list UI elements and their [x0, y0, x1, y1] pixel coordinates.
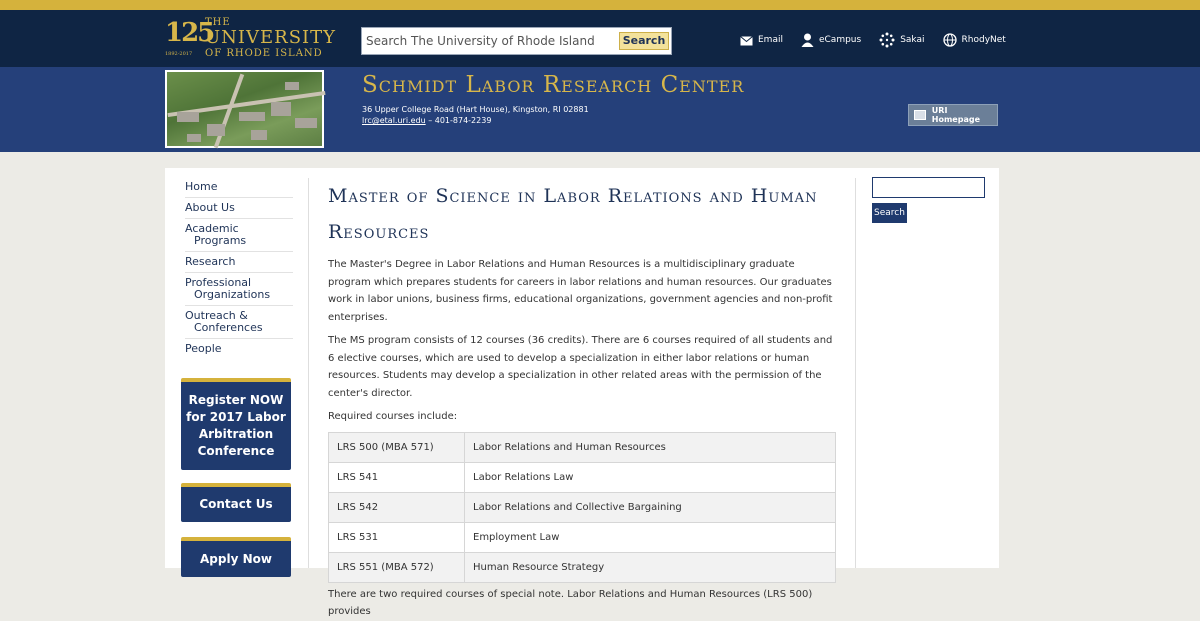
register-conference-button[interactable]: Register NOW for 2017 Labor Arbitration Conference: [181, 378, 291, 470]
sidebar-item-label: Research: [185, 255, 236, 268]
quick-link-ecampus[interactable]: [801, 33, 861, 47]
course-code: LRS 500 (MBA 571): [329, 432, 465, 462]
sidebar-search-button[interactable]: Search: [872, 203, 907, 223]
course-name: Labor Relations and Human Resources: [465, 432, 836, 462]
logo-university: UNIVERSITY: [205, 27, 337, 48]
page-title: Master of Science in Labor Relations and Human Resources: [328, 185, 818, 243]
sidebar-item-people[interactable]: [185, 339, 293, 359]
program-paragraph: The MS program consists of 12 courses (36 credits). There are 6 courses required of all students and 6 elective courses, which are used to develop a specialization in either labor relations or human resources. Students may develop a specialization in other related areas with the permission of the center's director.: [328, 335, 833, 399]
table-row: [329, 462, 836, 492]
sidebar-item-about-us[interactable]: [185, 198, 293, 219]
sidebar-item-label: Professional: [185, 276, 252, 289]
sidebar-item-label-line2: Organizations: [194, 288, 271, 301]
course-name: Labor Relations Law: [465, 462, 836, 492]
required-courses-intro: Required courses include:: [328, 411, 458, 422]
required-courses-table: [328, 432, 836, 583]
table-row: [329, 492, 836, 522]
logo-of-rhode-island: OF RHODE ISLAND: [205, 48, 323, 59]
sidebar-item-outreach-conferences[interactable]: [185, 306, 293, 339]
contact-us-button[interactable]: Contact Us: [181, 483, 291, 522]
center-contact: [362, 116, 491, 125]
sidebar-item-research[interactable]: [185, 252, 293, 273]
campus-aerial-photo: [165, 70, 324, 148]
divider: [308, 178, 309, 568]
center-email-link[interactable]: lrc@etal.uri.edu: [362, 116, 426, 125]
sidebar-nav: [185, 177, 293, 359]
sidebar-item-label: Academic: [185, 222, 239, 235]
person-icon: [801, 33, 814, 47]
quick-link-rhodynet[interactable]: [943, 33, 1006, 47]
quick-link-email[interactable]: [740, 35, 783, 46]
table-row: [329, 522, 836, 552]
sidebar-item-professional-organizations[interactable]: [185, 273, 293, 306]
top-gold-strip: [0, 0, 1200, 10]
sidebar-item-home[interactable]: [185, 177, 293, 198]
site-search-button[interactable]: Search: [619, 32, 669, 50]
sidebar-item-label: People: [185, 342, 222, 355]
sidebar-item-label-line2: Programs: [194, 234, 247, 247]
seal-years: 1892-2017: [165, 51, 193, 57]
logo-wordmark: [205, 18, 336, 59]
home-icon: [914, 110, 926, 120]
quick-link-label: eCampus: [818, 35, 862, 45]
sidebar-search-input[interactable]: [872, 177, 985, 198]
sidebar-item-label-line2: Conferences: [194, 321, 263, 334]
divider: [855, 178, 856, 568]
course-name: Human Resource Strategy: [465, 552, 836, 582]
anniversary-seal: [165, 18, 214, 62]
uri-homepage-label: URI Homepage: [931, 106, 981, 124]
sidebar-item-academic-programs[interactable]: [185, 219, 293, 252]
course-name: Employment Law: [465, 522, 836, 552]
quick-links: [740, 32, 1006, 48]
course-code: LRS 551 (MBA 572): [329, 552, 465, 582]
center-phone: – 401-874-2239: [425, 116, 492, 125]
apply-now-button[interactable]: Apply Now: [181, 537, 291, 577]
table-row: [329, 552, 836, 582]
center-address: 36 Upper College Road (Hart House), Kingston, RI 02881: [362, 105, 589, 114]
quick-link-label: Email: [758, 35, 783, 45]
course-code: LRS 541: [329, 462, 465, 492]
special-note-paragraph: There are two required courses of special note. Labor Relations and Human Resources (LRS 500) provides: [328, 588, 813, 617]
intro-paragraph: The Master's Degree in Labor Relations and Human Resources is a multidisciplinary graduate program which prepares students for careers in labor relations and human resources. Our graduates work in labor unions, business firms, educational organizations, government agencies and non-profit enterprises.: [328, 259, 833, 323]
site-search: [361, 27, 672, 55]
sidebar-item-label: About Us: [185, 201, 235, 214]
dots-icon: [879, 32, 895, 48]
quick-link-label: Sakai: [900, 35, 925, 45]
uri-homepage-button[interactable]: [908, 104, 998, 126]
table-row: [329, 432, 836, 462]
sidebar-item-label: Outreach &: [185, 309, 248, 322]
course-name: Labor Relations and Collective Bargaining: [465, 492, 836, 522]
course-code: LRS 531: [329, 522, 465, 552]
center-title: Schmidt Labor Research Center: [362, 72, 745, 98]
uri-logo[interactable]: [165, 17, 337, 62]
site-search-input[interactable]: [366, 31, 614, 51]
main-content: [328, 178, 838, 621]
sidebar-item-label: Home: [185, 180, 218, 193]
course-code: LRS 542: [329, 492, 465, 522]
logo-the: THE: [205, 17, 231, 28]
quick-link-sakai[interactable]: [879, 32, 924, 48]
envelope-icon: [740, 35, 753, 46]
globe-icon: [943, 33, 957, 47]
seal-number: 125: [165, 18, 214, 48]
quick-link-label: RhodyNet: [961, 35, 1006, 45]
